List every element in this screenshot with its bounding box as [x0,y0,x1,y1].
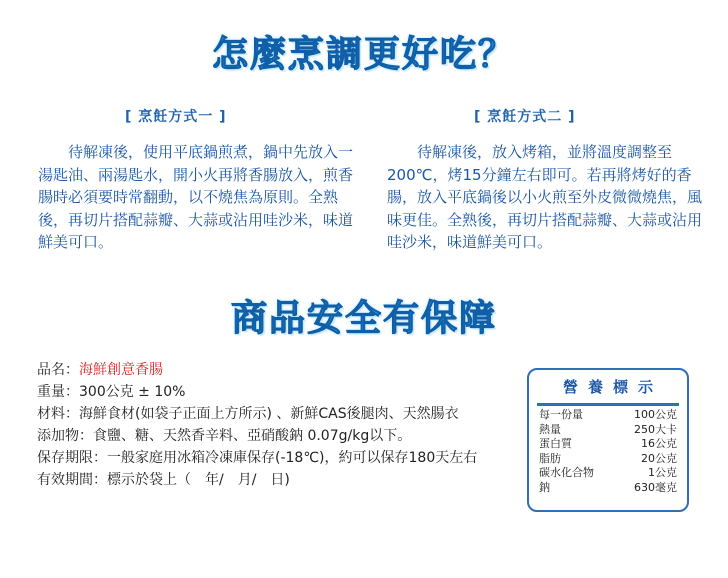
nutrition-row [529,437,687,452]
nutrition-value: 100公克 [634,408,677,421]
cooking-title: 怎麼烹調更好吃？ [211,34,516,75]
nutrition-divider [537,403,679,406]
method-two-text: 待解凍後，放入烤箱，並將溫度調整至200℃，烤15分鐘左右即可。若再將烤好的香腸，放入平底鍋後以小火煎至外皮微微燒焦，風味更佳。全熟後，再切片搭配蒜瓣、大蒜或沾用哇沙米，味道鮮美可口。 [387,143,703,251]
spec-value: 標示於袋上（ 年/ 月/ 日) [107,472,290,488]
nutrition-value: 250大卡 [634,422,677,436]
spec-label: 材料： [37,406,79,422]
spec-row-name [37,359,477,381]
nutrition-title: 營養標示 [562,378,663,396]
spec-row-shelf-life [37,447,477,469]
method-two-heading: [ 烹飪方式二 ] [474,109,576,125]
spec-value: 海鮮創意香腸 [79,362,163,378]
method-one-text: 待解凍後，使用平底鍋煎煮，鍋中先放入一湯匙油、兩湯匙水，開小火再將香腸放入，煎香腸時必須要時常翻動，以不燒焦為原則。全熟後，再切片搭配蒜瓣、大蒜或沾用哇沙米，味道鮮美可口。 [38,143,354,251]
spec-row-additives [37,425,477,447]
spec-label: 品名： [37,362,79,378]
spec-value: 一般家庭用冰箱冷凍庫保存(-18℃)，約可以保存180天左右 [107,450,478,466]
spec-label: 重量： [37,384,79,400]
nutrition-name: 脂肪 [539,451,561,465]
nutrition-value: 16公克 [641,437,677,450]
nutrition-row [529,408,687,423]
method-one-heading: [ 烹飪方式一 ] [125,109,227,125]
nutrition-row [529,423,687,438]
spec-row-weight [37,381,477,403]
nutrition-name: 鈉 [539,480,550,494]
nutrition-name: 蛋白質 [539,437,572,450]
product-spec-list [37,359,477,491]
nutrition-row [529,481,687,496]
spec-row-expiry [37,469,477,491]
spec-value: 海鮮食材(如袋子正面上方所示) 、新鮮CAS後腿肉、天然腸衣 [79,406,459,422]
nutrition-value: 20公克 [641,451,677,465]
nutrition-value: 1公克 [648,466,677,479]
nutrition-name: 碳水化合物 [539,466,594,479]
spec-row-ingredients [37,403,477,425]
spec-label: 添加物： [37,428,93,444]
nutrition-name: 熱量 [539,422,561,436]
safety-title: 商品安全有保障 [230,298,497,339]
spec-label: 有效期間： [37,472,107,488]
nutrition-name: 每一份量 [539,408,583,421]
nutrition-row [529,452,687,467]
nutrition-row [529,466,687,481]
spec-value: 300公克 ± 10% [79,384,186,400]
nutrition-facts-box [527,368,689,512]
spec-value: 食鹽、糖、天然香辛料、亞硝酸鈉 0.07g/kg以下。 [93,428,412,444]
nutrition-value: 630毫克 [634,480,677,494]
spec-label: 保存期限： [37,450,107,466]
